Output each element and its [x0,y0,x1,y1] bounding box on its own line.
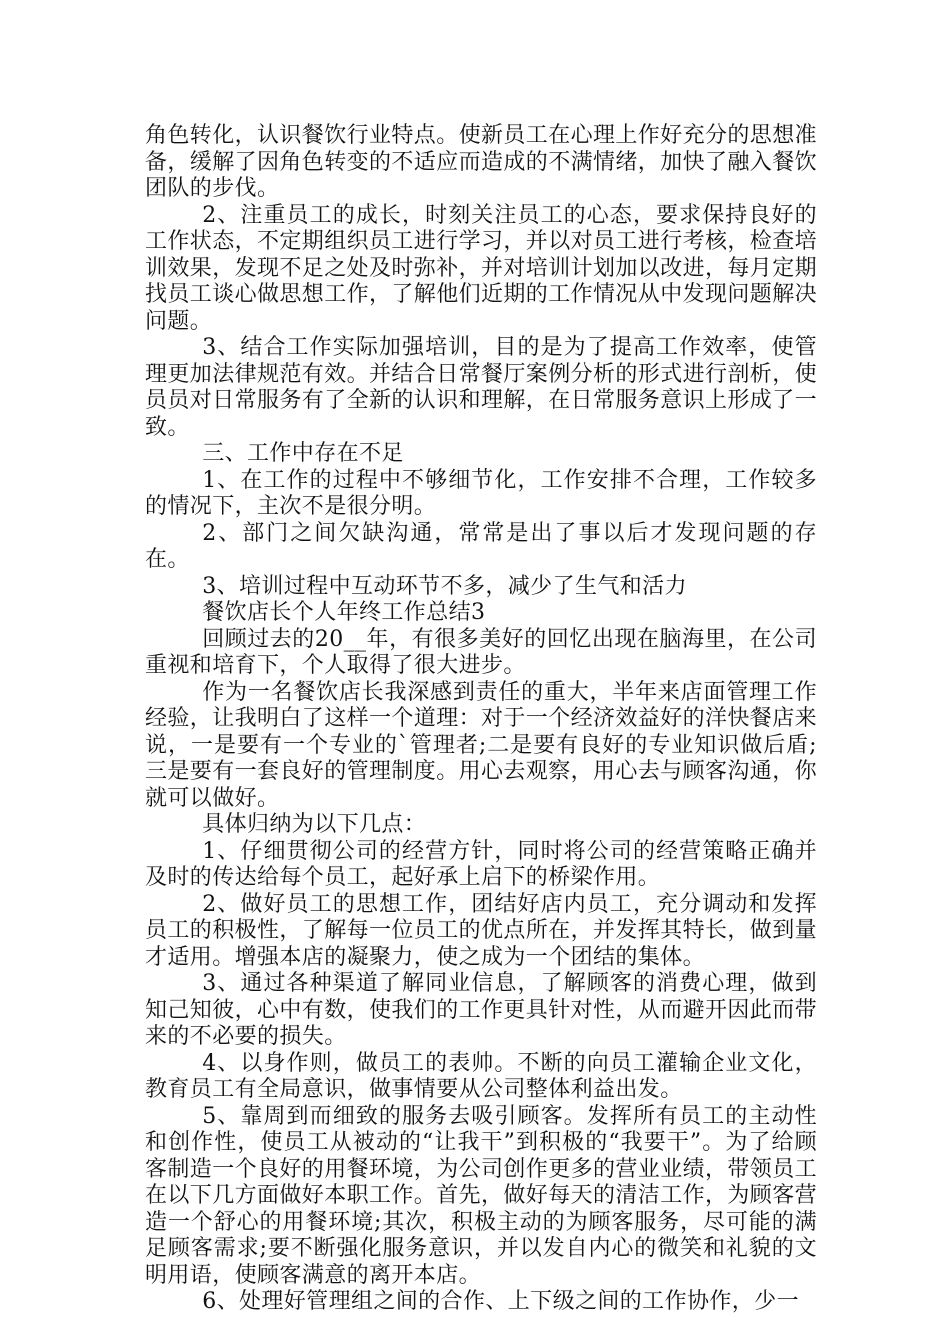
paragraph-item-3: 3、结合工作实际加强培训，目的是为了提高工作效率，使管理更加法律规范有效。并结合日常餐厅案例分析的形式进行剖析，使员员对日常服务有了全新的认识和理解，在日常服务意识上形成了一致。 [145,335,818,440]
paragraph-item-2: 2、注重员工的成长，时刻关注员工的心态，要求保持良好的工作状态，不定期组织员工进行学习，并以对员工进行考核，检查培训效果，发现不足之处及时弥补，并对培训计划加以改进，每月定期找员工谈心做思想工作，了解他们近期的工作情况从中发现问题解决问题。 [145,202,818,334]
point-item-3: 3、通过各种渠道了解同业信息，了解顾客的消费心理，做到知己知彼，心中有数，使我们的工作更具针对性，从而避开因此而带来的不必要的损失。 [145,971,818,1049]
point-item-1: 1、仔细贯彻公司的经营方针，同时将公司的经营策略正确并及时的传达给每个员工，起好承上启下的桥梁作用。 [145,838,817,890]
point-item-5: 5、靠周到而细致的服务去吸引顾客。发挥所有员工的主动性和创作性，使员工从被动的“让我干”到积极的“我要干”。为了给顾客制造一个良好的用餐环境，为公司创作更多的营业业绩，带领员工在以下几方面做好本职工作。首先，做好每天的清洁工作，为顾客营造一个舒心的用餐环境;其次，积极主动的为顾客服务，尽可能的满足顾客需求;要不断强化服务意识，并以发自内心的微笑和礼貌的文明用语，使顾客满意的离开本店。 [145,1103,818,1288]
point-item-4: 4、以身作则，做员工的表帅。不断的向员工灌输企业文化，教育员工有全局意识，做事情要从公司整体利益出发。 [145,1050,817,1102]
shortcoming-item-2: 2、部门之间欠缺沟通，常常是出了事以后才发现问题的存在。 [145,520,817,572]
point-item-6: 6、处理好管理组之间的合作、上下级之间的工作协作，少一 [202,1289,799,1314]
point-item-2: 2、做好员工的思想工作，团结好店内员工，充分调动和发挥员工的积极性，了解每一位员工的优点所在，并发挥其特长，做到量才适用。增强本店的凝聚力，使之成为一个团结的集体。 [145,891,818,970]
shortcoming-item-1: 1、在工作的过程中不够细节化，工作安排不合理，工作较多的情况下，主次不是很分明。 [145,467,817,519]
section-heading-shortcomings: 三、工作中存在不足 [202,441,404,466]
shortcoming-item-3: 3、培训过程中互动环节不多，减少了生气和活力 [202,573,687,599]
paragraph-summary-intro: 具体归纳为以下几点： [202,812,427,837]
summary-title-3: 餐饮店长个人年终工作总结3 [202,600,486,625]
paragraph-responsibility: 作为一名餐饮店长我深感到责任的重大，半年来店面管理工作经验，让我明白了这样一个道理：对于一个经济效益好的洋快餐店来说，一是要有一个专业的`管理者;二是要有良好的专业知识做后盾;三是要有一套良好的管理制度。用心去观察，用心去与顾客沟通，你就可以做好。 [145,679,818,811]
paragraph-review: 回顾过去的20__年，有很多美好的回忆出现在脑海里，在公司重视和培育下，个人取得了很大进步。 [145,626,817,678]
document-body [145,123,817,1316]
paragraph-continued: 角色转化，认识餐饮行业特点。使新员工在心理上作好充分的思想准备，缓解了因角色转变的不适应而造成的不满情绪，加快了融入餐饮团队的步伐。 [145,123,818,201]
